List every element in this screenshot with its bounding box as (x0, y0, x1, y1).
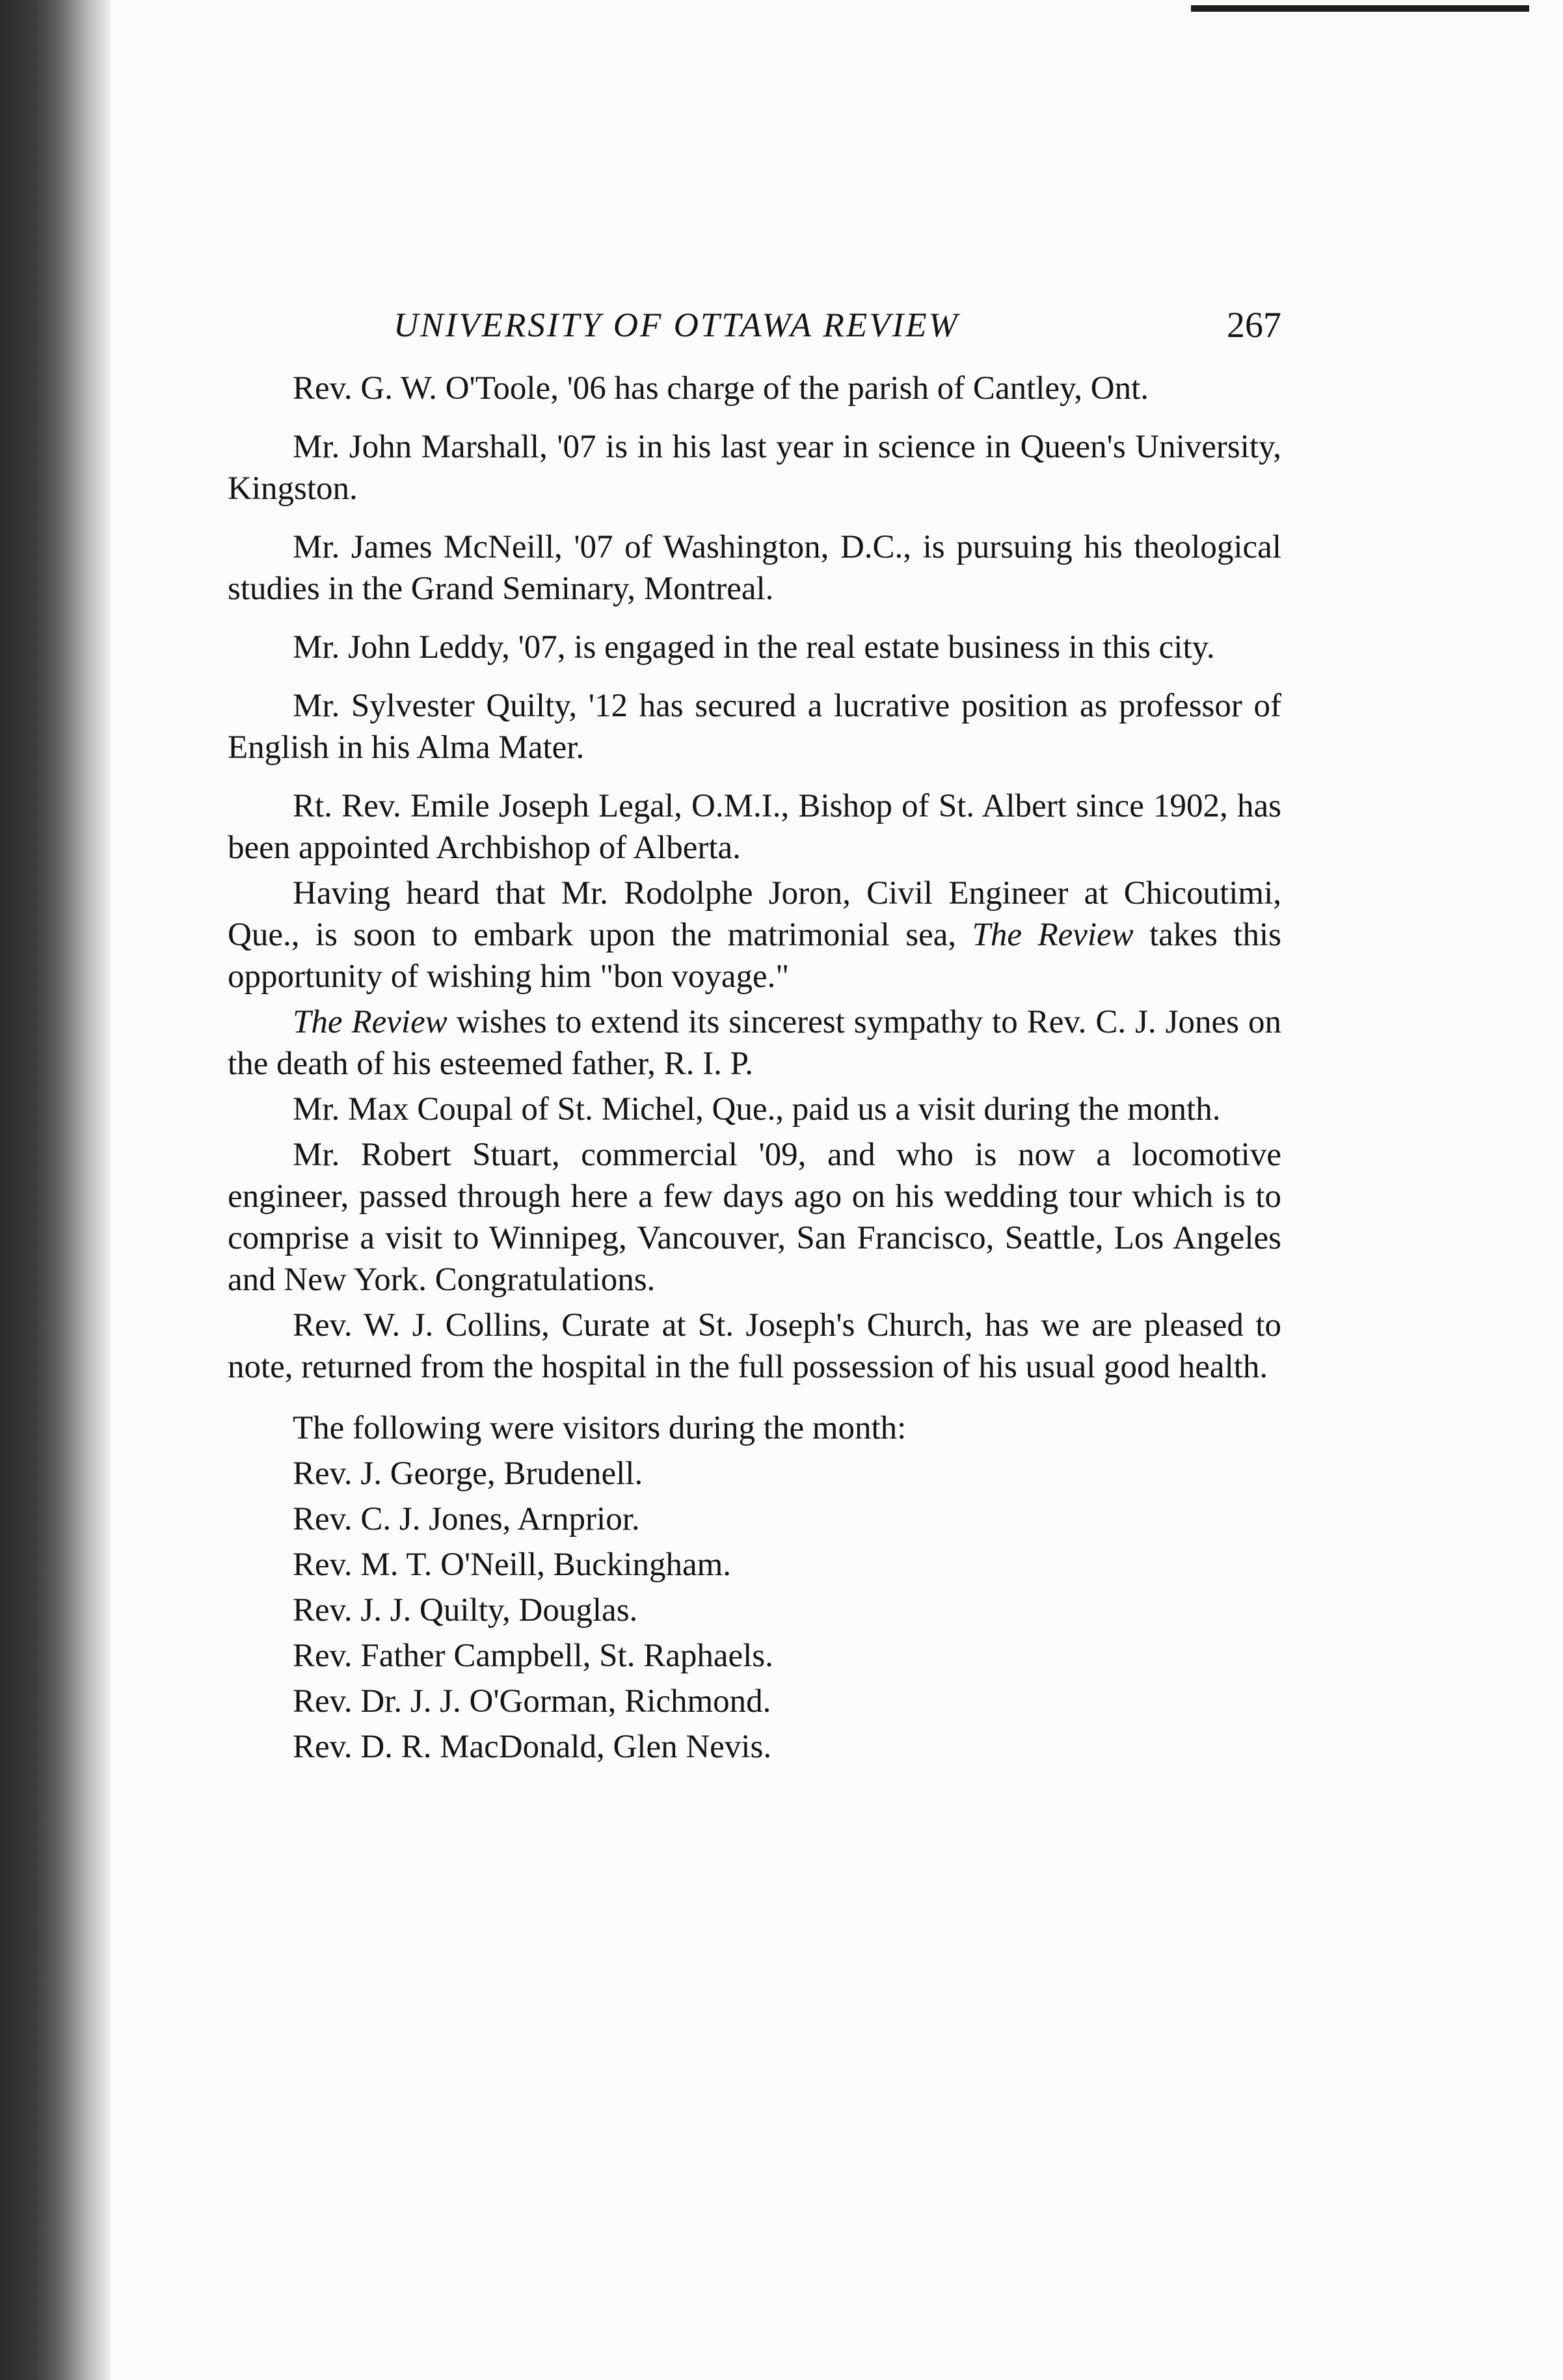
news-item-jones-sympathy (228, 1001, 1281, 1085)
page-number: 267 (1227, 305, 1281, 345)
visitors-intro: The following were visitors during the month: (293, 1410, 907, 1446)
news-item-coupal: Mr. Max Coupal of St. Michel, Que., paid us a visit during the month. (293, 1091, 1221, 1128)
visitors-list (228, 1407, 1281, 1768)
joron-text-end: takes this opportunity of wishing him "bon voyage." (228, 917, 1281, 995)
top-edge-rule (1191, 5, 1529, 12)
news-item-marshall: Mr. John Marshall, '07 is in his last year in science in Queen's University, Kingston. (228, 429, 1281, 507)
visitor-entry: Rev. J. J. Quilty, Douglas. (293, 1592, 638, 1629)
visitor-entry: Rev. Dr. J. J. O'Gorman, Richmond. (293, 1683, 771, 1720)
news-item-legal: Rt. Rev. Emile Joseph Legal, O.M.I., Bishop of St. Albert since 1902, has been appointed Archbishop of Alberta. (228, 788, 1281, 866)
running-head (228, 299, 1281, 351)
visitor-entry: Rev. J. George, Brudenell. (293, 1455, 643, 1492)
news-item-otoole: Rev. G. W. O'Toole, '06 has charge of the parish of Cantley, Ont. (293, 370, 1149, 407)
visitor-entry: Rev. M. T. O'Neill, Buckingham. (293, 1547, 732, 1583)
page-body (228, 368, 1281, 1768)
binding-shadow (0, 0, 111, 2380)
news-item-mcneill: Mr. James McNeill, '07 of Washington, D.C., is pursuing his theological studies in the Grand Seminary, Montreal. (228, 529, 1281, 607)
journal-title: UNIVERSITY OF OTTAWA REVIEW (394, 306, 959, 344)
news-item-collins: Rev. W. J. Collins, Curate at St. Joseph's Church, has we are pleased to note, returned from the hospital in the full possession of his usual good health. (228, 1307, 1281, 1385)
jones-text: wishes to extend its sincerest sympathy to Rev. C. J. Jones on the death of his esteemed father, R. I. P. (228, 1004, 1281, 1082)
news-item-stuart: Mr. Robert Stuart, commercial '09, and who is now a locomotive engineer, passed through here a few days ago on his wedding tour which is to comprise a visit to Winnipeg, Vancouver, San Francisco, Seattle, Los Angeles and New York. Congratulations. (228, 1137, 1281, 1298)
news-item-quilty: Mr. Sylvester Quilty, '12 has secured a lucrative position as professor of English in his Alma Mater. (228, 688, 1281, 766)
joron-text-start: Having heard that Mr. Rodolphe Joron, Civil Engineer at Chicoutimi, Que., is soon to embark upon the matrimonial sea, (228, 875, 1281, 953)
visitor-entry: Rev. Father Campbell, St. Raphaels. (293, 1638, 773, 1674)
review-title-italic: The Review (972, 917, 1134, 953)
review-title-italic: The Review (293, 1004, 448, 1040)
visitor-entry: Rev. C. J. Jones, Arnprior. (293, 1501, 640, 1537)
visitor-entry: Rev. D. R. MacDonald, Glen Nevis. (293, 1729, 772, 1765)
news-item-joron (228, 872, 1281, 997)
news-item-leddy: Mr. John Leddy, '07, is engaged in the real estate business in this city. (293, 629, 1215, 666)
